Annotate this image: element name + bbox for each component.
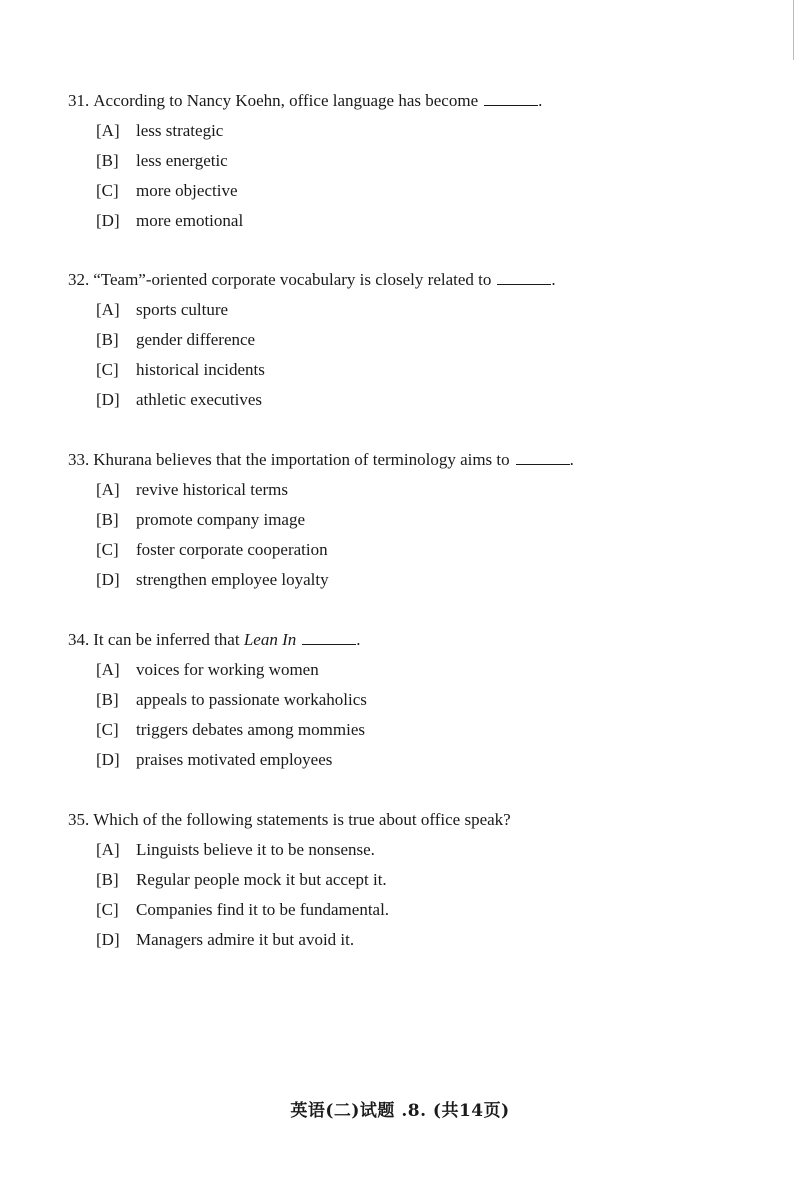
option-list bbox=[68, 660, 748, 770]
question-stem bbox=[68, 270, 748, 290]
option-letter: [A] bbox=[96, 480, 120, 499]
question-34 bbox=[68, 630, 748, 770]
stem-period: . bbox=[356, 630, 361, 649]
question-stem bbox=[68, 450, 748, 470]
option-text: triggers debates among mommies bbox=[136, 720, 365, 739]
option-text: appeals to passionate workaholics bbox=[136, 690, 367, 709]
question-text: Khurana believes that the importation of terminology aims to bbox=[93, 450, 510, 469]
option-letter: [A] bbox=[96, 660, 120, 679]
option-letter: [C] bbox=[96, 720, 119, 739]
option-b bbox=[96, 870, 748, 890]
question-number: 35. bbox=[68, 810, 90, 829]
option-list bbox=[68, 840, 748, 950]
question-stem bbox=[68, 630, 748, 650]
option-a bbox=[96, 840, 748, 860]
option-text: voices for working women bbox=[136, 660, 319, 679]
option-text: praises motivated employees bbox=[136, 750, 333, 769]
stem-period: . bbox=[551, 270, 556, 289]
option-b bbox=[96, 690, 748, 710]
option-list bbox=[68, 121, 748, 231]
option-text: athletic executives bbox=[136, 390, 263, 409]
stem-period: . bbox=[538, 91, 543, 110]
option-letter: [B] bbox=[96, 690, 119, 709]
option-letter: [D] bbox=[96, 570, 120, 589]
option-letter: [D] bbox=[96, 930, 120, 949]
option-text: Linguists believe it to be nonsense. bbox=[136, 840, 375, 859]
option-letter: [C] bbox=[96, 181, 119, 200]
option-list bbox=[68, 300, 748, 410]
option-letter: [C] bbox=[96, 900, 119, 919]
answer-blank bbox=[484, 91, 538, 106]
option-b bbox=[96, 510, 748, 530]
option-d bbox=[96, 211, 748, 231]
option-letter: [D] bbox=[96, 211, 120, 230]
option-text: promote company image bbox=[136, 510, 306, 529]
option-letter: [B] bbox=[96, 870, 119, 889]
answer-blank bbox=[516, 450, 570, 465]
option-a bbox=[96, 660, 748, 680]
question-text: Which of the following statements is true about office speak? bbox=[93, 810, 511, 829]
question-text: According to Nancy Koehn, office language has become bbox=[93, 91, 479, 110]
question-text: “Team”-oriented corporate vocabulary is closely related to bbox=[93, 270, 492, 289]
scan-edge-line bbox=[793, 0, 794, 60]
option-text: less energetic bbox=[136, 151, 228, 170]
option-b bbox=[96, 330, 748, 350]
option-text: foster corporate cooperation bbox=[136, 540, 328, 559]
option-c bbox=[96, 900, 748, 920]
option-text: strengthen employee loyalty bbox=[136, 570, 329, 589]
option-c bbox=[96, 181, 748, 201]
option-text: Managers admire it but avoid it. bbox=[136, 930, 355, 949]
question-31 bbox=[68, 91, 748, 231]
question-number: 32. bbox=[68, 270, 90, 289]
question-35 bbox=[68, 810, 748, 950]
stem-period: . bbox=[569, 450, 574, 469]
page-footer: 英语(二)试题 .8. (共14页) bbox=[290, 1101, 510, 1121]
question-33 bbox=[68, 450, 748, 590]
question-32 bbox=[68, 270, 748, 410]
option-letter: [B] bbox=[96, 330, 119, 349]
option-b bbox=[96, 151, 748, 171]
option-text: historical incidents bbox=[136, 360, 265, 379]
option-a bbox=[96, 480, 748, 500]
option-letter: [C] bbox=[96, 540, 119, 559]
option-d bbox=[96, 390, 748, 410]
option-letter: [A] bbox=[96, 840, 120, 859]
option-d bbox=[96, 750, 748, 770]
question-number: 34. bbox=[68, 630, 90, 649]
question-stem bbox=[68, 91, 748, 111]
option-text: Regular people mock it but accept it. bbox=[136, 870, 387, 889]
option-c bbox=[96, 720, 748, 740]
option-letter: [A] bbox=[96, 300, 120, 319]
option-letter: [C] bbox=[96, 360, 119, 379]
book-title: Lean In bbox=[243, 630, 297, 649]
option-c bbox=[96, 360, 748, 380]
option-text: less strategic bbox=[136, 121, 224, 140]
option-a bbox=[96, 300, 748, 320]
option-letter: [B] bbox=[96, 151, 119, 170]
question-number: 31. bbox=[68, 91, 90, 110]
question-text: It can be inferred that bbox=[93, 630, 240, 649]
option-letter: [B] bbox=[96, 510, 119, 529]
option-d bbox=[96, 570, 748, 590]
option-text: revive historical terms bbox=[136, 480, 289, 499]
question-number: 33. bbox=[68, 450, 90, 469]
question-stem bbox=[68, 810, 748, 830]
option-text: sports culture bbox=[136, 300, 229, 319]
option-c bbox=[96, 540, 748, 560]
option-list bbox=[68, 480, 748, 590]
option-text: more emotional bbox=[136, 211, 244, 230]
option-d bbox=[96, 930, 748, 950]
option-text: Companies find it to be fundamental. bbox=[136, 900, 390, 919]
option-letter: [D] bbox=[96, 750, 120, 769]
option-text: gender difference bbox=[136, 330, 256, 349]
option-text: more objective bbox=[136, 181, 238, 200]
option-a bbox=[96, 121, 748, 141]
option-letter: [D] bbox=[96, 390, 120, 409]
answer-blank bbox=[497, 270, 551, 285]
answer-blank bbox=[302, 630, 356, 645]
option-letter: [A] bbox=[96, 121, 120, 140]
